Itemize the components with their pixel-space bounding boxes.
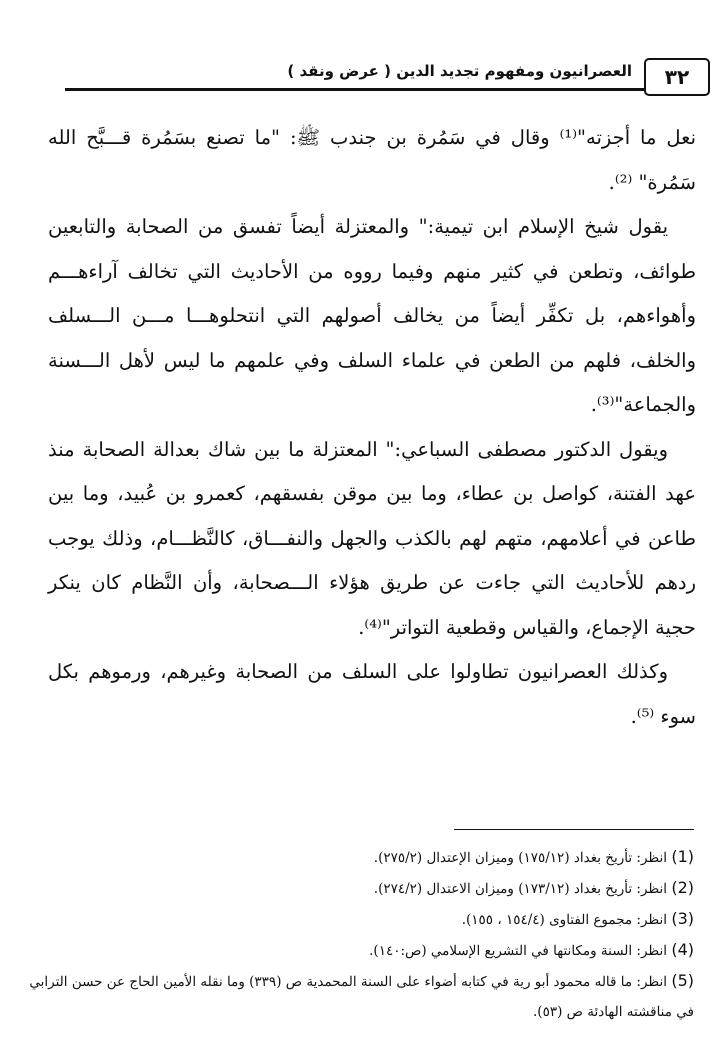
footnote — [30, 966, 694, 997]
footnote-separator — [454, 829, 694, 830]
footnote — [30, 842, 694, 873]
paragraph: ويقول الدكتور مصطفى السباعي:" المعتزلة ما بين شاك بعدالة الصحابة منذ عهد الفتنة، كواصل بن عطاء، وما بين موقن بفسقهم، كعمرو بن عُبيد، وما بين طاعن في أعلامهم، متهم لهم بالكذب والجهل والنفـــاق، كالنَّظـــام، وذلك يوجب ردهم للأحاديث التي جاءت عن طريق هؤلاء الـــصحابة، وأن النَّظام كان ينكر حجية الإجماع، والقياس وقطعية التواتر"⁽⁴⁾. — [48, 437, 696, 639]
footnote-text: انظر: تأريخ بغداد (١٧٥/١٢) وميزان الإعتدال (٢٧٥/٢). — [373, 850, 668, 866]
paragraph: نعل ما أجزته"⁽¹⁾ وقال في سَمُرة بن جندب ﷺ: "ما تصنع بسَمُرة قـــبَّح الله سَمُرة" ⁽²⁾. — [48, 126, 696, 194]
footnotes — [30, 842, 694, 1027]
footnote — [30, 935, 694, 966]
footnote-number: (1) — [671, 847, 694, 866]
footnote-text: انظر: مجموع الفتاوى (١٥٤/٤ ، ١٥٥). — [461, 912, 668, 928]
footnote-number: (4) — [671, 940, 694, 959]
footnote-text: انظر: السنة ومكانتها في التشريع الإسلامي (ص:١٤٠). — [369, 943, 668, 959]
page-number: ٣٢ — [644, 58, 710, 96]
footnote — [30, 873, 694, 904]
main-text — [48, 116, 696, 739]
footnote-number: (2) — [671, 878, 694, 897]
footnote-text: انظر: ما قاله محمود أبو رية في كتابه أضواء على السنة المحمدية ص (٣٣٩) وما نقله الأمين الحاج عن حسن الترابي — [29, 974, 668, 990]
running-title: العصرانيون ومفهوم تجديد الدين ( عرض ونقد ) — [287, 62, 632, 80]
paragraph: يقول شيخ الإسلام ابن تيمية:" والمعتزلة أيضاً تفسق من الصحابة والتابعين طوائف، وتطعن في كثير منهم وفيما رووه من الأحاديث التي تخالف آراءهـــم وأهواءهم، بل تكفِّر أيضاً من يخالف أصولهم التي انتحلوهـــا مـــن الـــسلف والخلف، فلهم من الطعن في علماء السلف وفي علمهم ما ليس لأهل الـــسنة والجماعة"⁽³⁾. — [48, 215, 696, 416]
footnote — [30, 904, 694, 935]
paragraph: وكذلك العصرانيون تطاولوا على السلف من الصحابة وغيرهم، ورموهم بكل سوء ⁽⁵⁾. — [48, 660, 696, 728]
footnote-number: (5) — [671, 971, 694, 990]
header-rule — [65, 88, 646, 91]
footnote-continuation: في مناقشته الهادئة ص (٥٣). — [533, 1004, 694, 1020]
footnote-text: انظر: تأريخ بغداد (١٧٣/١٢) وميزان الاعتدال (٢٧٤/٢). — [373, 881, 668, 897]
footnote-number: (3) — [671, 909, 694, 928]
page-header — [65, 58, 710, 98]
